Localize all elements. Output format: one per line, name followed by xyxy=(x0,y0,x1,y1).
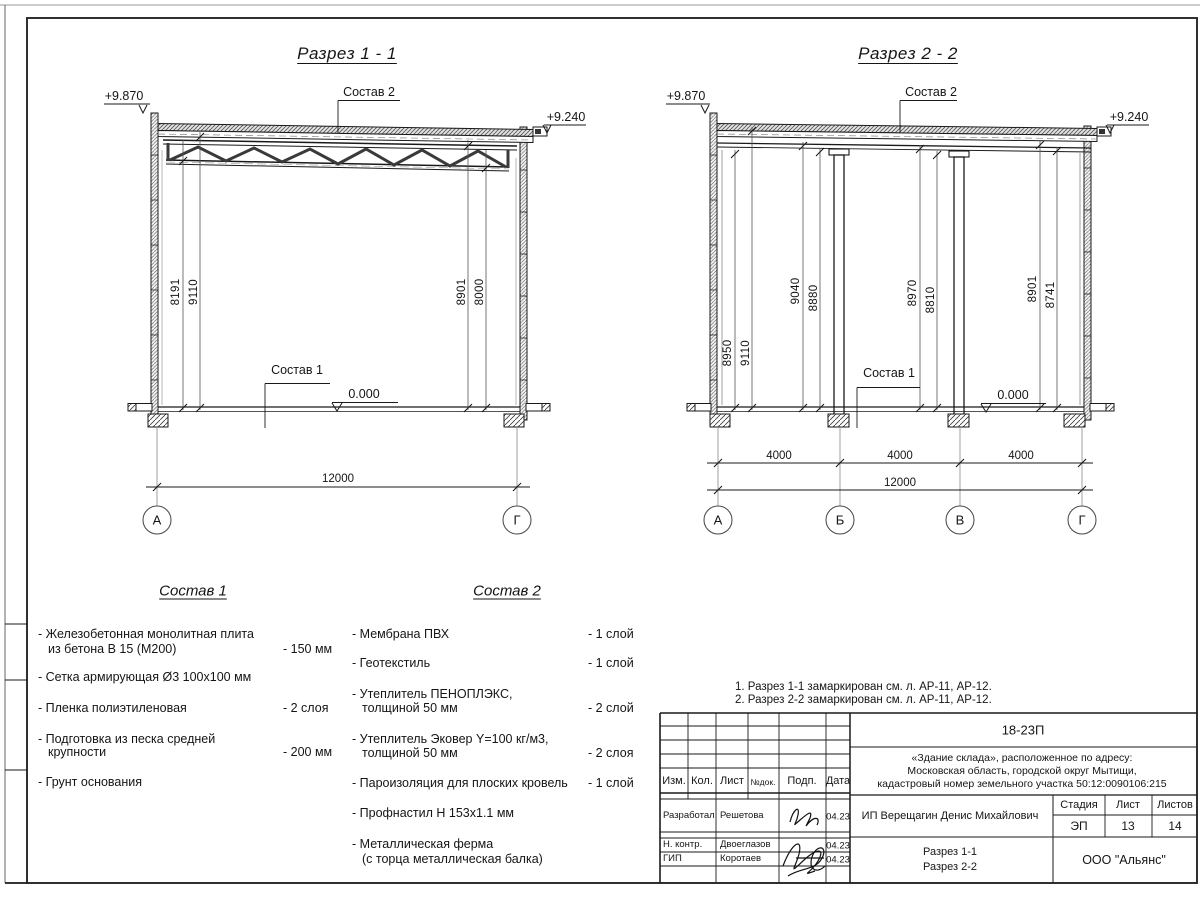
section2-axis-v: В xyxy=(955,512,965,528)
sostav1-item: - Грунт основания xyxy=(38,775,143,789)
sostav2-item: - Утеплитель Эковер Y=100 кг/м3, xyxy=(352,732,549,746)
titleblock-col-izm: Изм. xyxy=(662,775,686,787)
section2-span-2: 4000 xyxy=(887,450,913,462)
section2-axis-g: Г xyxy=(1078,512,1086,528)
sostav2-item: - Профнастил Н 153х1.1 мм xyxy=(352,806,515,820)
sostav2-item: - Мембрана ПВХ xyxy=(352,627,450,641)
sostav1-item-cont: крупности xyxy=(48,745,107,759)
sostav2-item-value: - 1 слой xyxy=(588,656,634,670)
titleblock-sheets-value: 14 xyxy=(1168,819,1182,833)
titleblock-col-data: Дата xyxy=(825,775,851,787)
sostav2-item-cont: толщиной 50 мм xyxy=(362,746,458,760)
titleblock-sheet-label: Лист xyxy=(1116,799,1140,811)
titleblock-date-1: 04.23 xyxy=(826,811,850,823)
sostav1-item: - Подготовка из песка средней xyxy=(38,732,216,746)
titleblock-sheets-label: Листов xyxy=(1157,799,1193,811)
section2-dim-8741: 8741 xyxy=(1045,281,1057,309)
titleblock-sheet-value: 13 xyxy=(1121,819,1135,833)
titleblock-name-korotaev: Коротаев xyxy=(720,853,762,864)
sostav1-item: - Железобетонная монолитная плита xyxy=(38,627,254,641)
section1-dim-8191: 8191 xyxy=(170,278,182,306)
sostav1-item-value: - 200 мм xyxy=(283,745,333,759)
section2-dim-total: 12000 xyxy=(884,477,916,489)
section2-sostav2-label: Состав 2 xyxy=(905,85,957,99)
sostav1-item-value: - 2 слоя xyxy=(283,701,329,715)
section-2-linework xyxy=(666,101,1149,535)
titleblock-project-line2: Московская область, городской округ Мытищи, xyxy=(907,765,1137,777)
note-2: 2. Разрез 2-2 замаркирован см. л. АР-11, АР-12. xyxy=(735,694,992,706)
section1-sostav1-label: Состав 1 xyxy=(271,363,323,377)
sostav2-item-cont: толщиной 50 мм xyxy=(362,701,458,715)
sostav2-title: Состав 2 xyxy=(473,582,541,600)
sostav1-item: - Сетка армирующая Ø3 100х100 мм xyxy=(38,670,252,684)
sostav2-item-value: - 2 слоя xyxy=(588,746,634,760)
titleblock-project-line3: кадастровый номер земельного участка 50:12:0090106:215 xyxy=(877,778,1167,790)
titleblock-date-3: 04.23 xyxy=(826,854,850,866)
section1-dim-8901: 8901 xyxy=(456,278,468,306)
section2-zero-level: 0.000 xyxy=(997,388,1029,402)
titleblock-role-razrabotal: Разработал xyxy=(663,810,715,821)
section1-dim-total: 12000 xyxy=(322,473,354,485)
section-1-linework xyxy=(104,101,586,535)
sostav2-item: - Утеплитель ПЕНОПЛЭКС, xyxy=(352,687,513,701)
titleblock-sheet-title-1: Разрез 1-1 xyxy=(922,846,978,858)
section2-span-1: 4000 xyxy=(766,450,792,462)
sostav1-item-cont: из бетона В 15 (М200) xyxy=(48,642,177,656)
titleblock-doc-number: 18-23П xyxy=(1001,722,1045,738)
sostav2-item-cont: (с торца металлическая балка) xyxy=(362,852,543,866)
sostav2-item: - Пароизоляция для плоских кровель xyxy=(352,776,568,790)
sostav2-item-value: - 1 слой xyxy=(588,627,634,641)
titleblock-client: ИП Верещагин Денис Михайлович xyxy=(861,810,1039,822)
sostav1-item-value: - 150 мм xyxy=(283,642,333,656)
titleblock-col-list: Лист xyxy=(720,775,744,787)
section2-axis-b: Б xyxy=(835,512,845,528)
titleblock-col-kol: Кол. xyxy=(691,775,713,787)
titleblock-project-line1: «Здание склада», расположенное по адресу: xyxy=(911,752,1133,764)
sostav1-item: - Пленка полиэтиленовая xyxy=(38,701,187,715)
section2-dim-8970: 8970 xyxy=(907,279,919,307)
section2-dim-8810: 8810 xyxy=(925,286,937,314)
section2-dim-8901: 8901 xyxy=(1027,275,1039,303)
section2-dim-8950: 8950 xyxy=(722,339,734,367)
section2-title: Разрез 2 - 2 xyxy=(858,44,958,63)
note-1: 1. Разрез 1-1 замаркирован см. л. АР-11, АР-12. xyxy=(735,681,992,693)
section1-axis-a: А xyxy=(152,512,162,528)
section1-title: Разрез 1 - 1 xyxy=(297,44,397,63)
section2-sostav1-label: Состав 1 xyxy=(863,366,915,380)
sostav2-item-value: - 2 слой xyxy=(588,701,634,715)
section2-span-3: 4000 xyxy=(1008,450,1034,462)
section2-dim-8880: 8880 xyxy=(808,284,820,312)
titleblock-sheet-title-2: Разрез 2-2 xyxy=(922,861,978,873)
titleblock-company: ООО "Альянс" xyxy=(1082,853,1166,867)
sostav2-item: - Металлическая ферма xyxy=(352,837,494,851)
titleblock-stage-label: Стадия xyxy=(1060,799,1098,811)
section1-zero-level: 0.000 xyxy=(348,387,380,401)
section1-elevation-right: +9.240 xyxy=(546,110,586,124)
titleblock-name-dvoeglazov: Двоеглазов xyxy=(720,839,771,850)
section1-dim-8000: 8000 xyxy=(474,278,486,306)
titleblock-name-reshetova: Решетова xyxy=(720,810,764,821)
section1-dim-9110: 9110 xyxy=(188,279,200,305)
section1-sostav2-label: Состав 2 xyxy=(343,85,395,99)
section2-elevation-right: +9.240 xyxy=(1109,110,1149,124)
section1-elevation-left: +9.870 xyxy=(104,89,144,103)
sostav1-title: Состав 1 xyxy=(159,582,227,600)
section2-axis-a: А xyxy=(713,512,723,528)
section2-dim-9110: 9110 xyxy=(740,340,752,366)
sostav2-item: - Геотекстиль xyxy=(352,656,431,670)
titleblock-col-podp: Подп. xyxy=(787,775,817,787)
titleblock-stage-value: ЭП xyxy=(1070,819,1088,833)
section1-axis-g: Г xyxy=(513,512,521,528)
section2-dim-9040: 9040 xyxy=(790,277,802,305)
titleblock-role-nkontr: Н. контр. xyxy=(663,839,703,850)
titleblock-role-gip: ГИП xyxy=(663,853,682,864)
section2-elevation-left: +9.870 xyxy=(666,89,706,103)
titleblock-date-2: 04.23 xyxy=(826,840,850,852)
sostav2-item-value: - 1 слой xyxy=(588,776,634,790)
titleblock-col-ndok: №док. xyxy=(750,777,776,787)
